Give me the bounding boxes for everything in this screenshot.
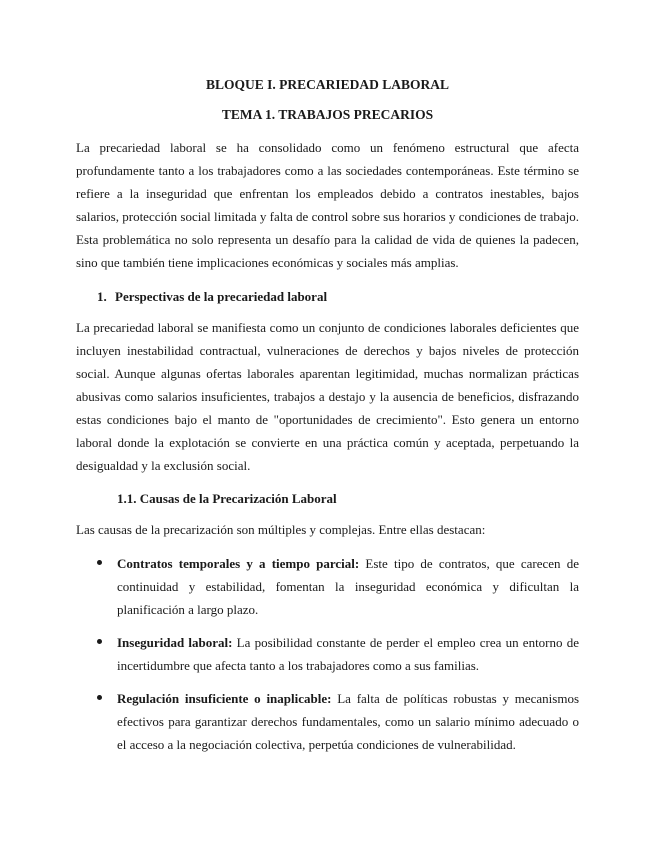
intro-paragraph: La precariedad laboral se ha consolidado como un fenómeno estructural que afecta profundamente tanto a los trabajadores como a las sociedades contemporáneas. Este término se refiere a la inseguridad que enfrentan los empleados debido a contratos inestables, bajos salarios, protección social limitada y falta de control sobre sus horarios y condiciones de trabajo. Esta problemática no solo representa un desafío para la calidad de vida de quienes la padecen, sino que también tiene implicaciones económicas y sociales más amplias. xyxy=(76,140,579,270)
list-item xyxy=(76,687,579,756)
section-1-paragraph: La precariedad laboral se manifiesta como un conjunto de condiciones laborales deficientes que incluyen inestabilidad contractual, vulneraciones de derechos y bajos niveles de protección social. Aunque algunas ofertas laborales aparentan legitimidad, muchas normalizan prácticas abusivas como salarios insuficientes, trabajos a destajo y la ausencia de beneficios, disfrazando estas condiciones bajo el manto de "oportunidades de crecimiento". Esto genera un entorno laboral donde la explotación se convierte en una práctica común y aceptada, perpetuando la desigualdad y la exclusión social. xyxy=(76,320,579,473)
section-1-number: 1. xyxy=(97,289,107,304)
section-1-1-heading: 1.1. Causas de la Precarización Laboral xyxy=(117,491,337,506)
list-item xyxy=(76,631,579,677)
list-item-description: Este tipo de contratos, que carecen de continuidad y estabilidad, fomentan la inseguridad económica y dificultan la planificación a largo plazo. xyxy=(117,556,579,617)
list-item-text xyxy=(117,631,579,677)
causes-list xyxy=(76,552,579,756)
section-1-title: Perspectivas de la precariedad laboral xyxy=(115,289,328,304)
list-item-text xyxy=(117,552,579,621)
section-1-heading xyxy=(76,287,579,307)
list-item-term: Contratos temporales y a tiempo parcial: xyxy=(117,556,360,571)
document-page xyxy=(76,72,579,756)
list-item-text xyxy=(117,687,579,756)
bullet-icon xyxy=(97,639,102,644)
list-item-term: Inseguridad laboral: xyxy=(117,635,233,650)
section-1-1-intro: Las causas de la precarización son múltiples y complejas. Entre ellas destacan: xyxy=(76,522,486,537)
list-item xyxy=(76,552,579,621)
block-title: BLOQUE I. PRECARIEDAD LABORAL xyxy=(205,77,450,92)
list-item-description: La posibilidad constante de perder el empleo crea un entorno de incertidumbre que afecta tanto a los trabajadores como a sus familias. xyxy=(117,635,579,673)
topic-title: TEMA 1. TRABAJOS PRECARIOS xyxy=(221,107,434,122)
bullet-icon xyxy=(97,560,102,565)
bullet-icon xyxy=(97,695,102,700)
list-item-term: Regulación insuficiente o inaplicable: xyxy=(117,691,332,706)
list-item-description: La falta de políticas robustas y mecanismos efectivos para garantizar derechos fundamentales, como un salario mínimo adecuado o el acceso a la negociación colectiva, perpetúa condiciones de vulnerabilidad. xyxy=(117,691,580,752)
